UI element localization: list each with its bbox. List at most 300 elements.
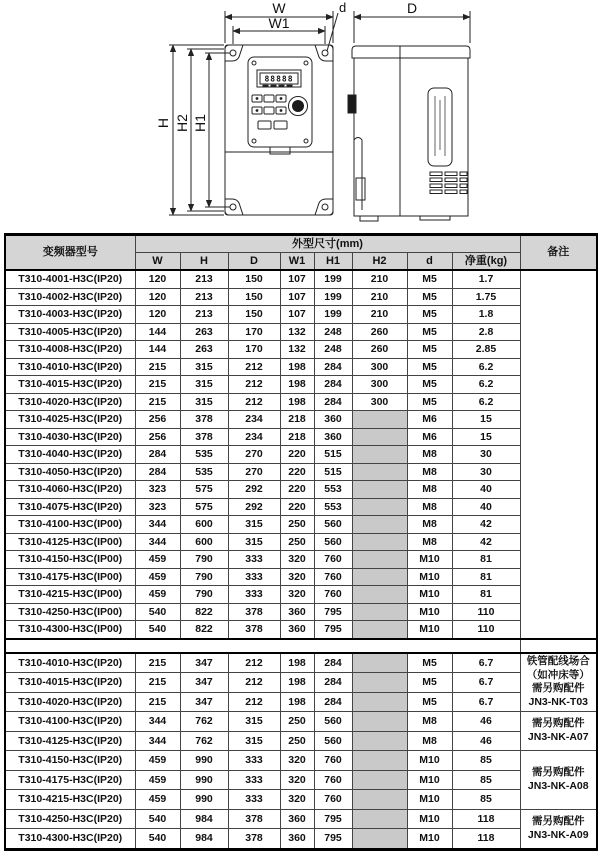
dim-cell: 6.2 — [452, 393, 520, 411]
table-row — [5, 306, 597, 324]
table-row — [5, 692, 597, 712]
dim-cell: 81 — [452, 568, 520, 586]
dim-cell — [352, 551, 407, 569]
dim-cell: 378 — [228, 603, 280, 621]
table-row — [5, 288, 597, 306]
dim-cell: 553 — [314, 481, 352, 499]
dim-cell: 760 — [314, 790, 352, 810]
table-row — [5, 586, 597, 604]
table-row — [5, 393, 597, 411]
dim-cell: 459 — [135, 568, 180, 586]
dim-cell: 284 — [135, 446, 180, 464]
dim-cell: 144 — [135, 323, 180, 341]
dim-cell: M10 — [407, 809, 452, 829]
dim-cell: 132 — [280, 323, 314, 341]
dim-cell: 790 — [180, 551, 228, 569]
dim-cell: 333 — [228, 551, 280, 569]
dim-cell: 30 — [452, 463, 520, 481]
model-cell: T310-4125-H3C(IP00) — [5, 533, 135, 551]
dim-cell: 760 — [314, 770, 352, 790]
dim-cell — [352, 751, 407, 771]
table-row — [5, 358, 597, 376]
dim-cell: M10 — [407, 751, 452, 771]
col-header-w1: W1 — [280, 253, 314, 271]
dim-cell: 378 — [180, 428, 228, 446]
dim-cell: 6.7 — [452, 692, 520, 712]
dim-cell: 212 — [228, 692, 280, 712]
dim-cell: 150 — [228, 270, 280, 288]
dim-cell: M5 — [407, 288, 452, 306]
dim-cell: 315 — [180, 393, 228, 411]
dim-cell: 270 — [228, 463, 280, 481]
dim-cell: 46 — [452, 731, 520, 751]
dim-cell: 459 — [135, 551, 180, 569]
dim-cell: 292 — [228, 481, 280, 499]
dim-cell: 107 — [280, 306, 314, 324]
model-cell: T310-4040-H3C(IP20) — [5, 446, 135, 464]
dim-cell: 210 — [352, 270, 407, 288]
dim-cell: 40 — [452, 481, 520, 499]
model-cell: T310-4010-H3C(IP20) — [5, 358, 135, 376]
mount-hole-top-left — [230, 50, 236, 56]
dim-cell: 260 — [352, 341, 407, 359]
dim-cell: 284 — [314, 692, 352, 712]
dim-cell: M5 — [407, 376, 452, 394]
dim-cell — [352, 568, 407, 586]
front-view — [169, 11, 338, 215]
dim-cell: 120 — [135, 288, 180, 306]
dim-cell: 270 — [228, 446, 280, 464]
dim-cell: M5 — [407, 692, 452, 712]
dim-cell: 575 — [180, 481, 228, 499]
dim-cell: 315 — [228, 731, 280, 751]
dim-cell: 213 — [180, 306, 228, 324]
model-cell: T310-4008-H3C(IP20) — [5, 341, 135, 359]
dim-cell: 984 — [180, 829, 228, 850]
dim-cell: 198 — [280, 653, 314, 673]
table-row — [5, 516, 597, 534]
side-foot — [420, 216, 450, 220]
dim-cell: 213 — [180, 288, 228, 306]
dim-cell: 535 — [180, 463, 228, 481]
dim-cell: 459 — [135, 790, 180, 810]
table-row — [5, 428, 597, 446]
dim-cell: 540 — [135, 829, 180, 850]
dim-cell: M6 — [407, 411, 452, 429]
dim-cell: M10 — [407, 568, 452, 586]
dim-cell: 344 — [135, 712, 180, 732]
dim-cell: 42 — [452, 533, 520, 551]
model-cell: T310-4215-H3C(IP20) — [5, 790, 135, 810]
dim-cell: 360 — [280, 829, 314, 850]
table-row — [5, 481, 597, 499]
dim-cell: 822 — [180, 621, 228, 639]
keypad-button-wide — [258, 121, 271, 129]
dim-cell: 215 — [135, 393, 180, 411]
dim-cell: 300 — [352, 376, 407, 394]
dim-cell: 120 — [135, 306, 180, 324]
dim-cell: 540 — [135, 621, 180, 639]
model-cell: T310-4100-H3C(IP00) — [5, 516, 135, 534]
dim-cell: 540 — [135, 603, 180, 621]
dim-cell: 459 — [135, 770, 180, 790]
dim-cell: 990 — [180, 790, 228, 810]
col-header-model: 变频器型号 — [5, 235, 135, 271]
dim-cell: 210 — [352, 306, 407, 324]
table-row — [5, 446, 597, 464]
dim-cell: M10 — [407, 603, 452, 621]
dim-cell — [352, 712, 407, 732]
col-header-h: H — [180, 253, 228, 271]
model-cell: T310-4060-H3C(IP20) — [5, 481, 135, 499]
keypad-button — [264, 95, 274, 102]
vent-slots — [430, 172, 467, 194]
table-row — [5, 551, 597, 569]
dim-cell: 85 — [452, 790, 520, 810]
model-cell: T310-4003-H3C(IP20) — [5, 306, 135, 324]
dim-cell: M8 — [407, 463, 452, 481]
dim-cell: 220 — [280, 446, 314, 464]
dim-cell: 212 — [228, 376, 280, 394]
dim-cell: 315 — [228, 712, 280, 732]
side-terminal-block — [356, 178, 365, 200]
dim-cell: 199 — [314, 270, 352, 288]
dim-cell: M5 — [407, 270, 452, 288]
remark-cell — [520, 270, 597, 639]
dim-cell: 284 — [314, 393, 352, 411]
dim-cell: 250 — [280, 731, 314, 751]
dim-cell: 990 — [180, 751, 228, 771]
dim-cell: 81 — [452, 551, 520, 569]
dim-cell: 260 — [352, 323, 407, 341]
dim-cell: 1.75 — [452, 288, 520, 306]
dim-cell: M8 — [407, 712, 452, 732]
dim-cell: 315 — [228, 533, 280, 551]
dim-cell: 575 — [180, 498, 228, 516]
dim-cell: 344 — [135, 516, 180, 534]
dim-cell: 560 — [314, 731, 352, 751]
dim-cell: M8 — [407, 731, 452, 751]
dim-cell: 85 — [452, 770, 520, 790]
dim-cell — [352, 463, 407, 481]
dim-cell: 118 — [452, 829, 520, 850]
dim-cell: 170 — [228, 323, 280, 341]
table-row — [5, 533, 597, 551]
dim-cell: 795 — [314, 603, 352, 621]
dim-cell: 120 — [135, 270, 180, 288]
dim-cell: 42 — [452, 516, 520, 534]
dim-cell: 15 — [452, 411, 520, 429]
dimension-table — [4, 233, 598, 851]
model-cell: T310-4020-H3C(IP20) — [5, 692, 135, 712]
dim-cell: 760 — [314, 586, 352, 604]
dim-cell: M8 — [407, 533, 452, 551]
dim-cell: 320 — [280, 568, 314, 586]
dim-cell: 762 — [180, 712, 228, 732]
dim-cell: 360 — [280, 621, 314, 639]
dim-cell: M6 — [407, 428, 452, 446]
dim-cell: 110 — [452, 603, 520, 621]
dim-cell: 323 — [135, 498, 180, 516]
side-view — [348, 11, 470, 221]
dim-cell — [352, 446, 407, 464]
dim-cell — [352, 498, 407, 516]
model-cell: T310-4005-H3C(IP20) — [5, 323, 135, 341]
dim-cell: 212 — [228, 653, 280, 673]
dim-cell — [352, 516, 407, 534]
dim-cell: 333 — [228, 770, 280, 790]
dim-cell: 333 — [228, 568, 280, 586]
dim-cell: 110 — [452, 621, 520, 639]
dim-cell: 459 — [135, 586, 180, 604]
dim-cell: 144 — [135, 341, 180, 359]
dim-cell: 170 — [228, 341, 280, 359]
dim-cell: 6.7 — [452, 673, 520, 693]
dim-cell — [352, 621, 407, 639]
dim-cell — [352, 586, 407, 604]
table-row — [5, 411, 597, 429]
dim-cell: 6.2 — [452, 376, 520, 394]
table-row — [5, 712, 597, 732]
dim-cell: 220 — [280, 498, 314, 516]
dim-cell: 378 — [228, 809, 280, 829]
dim-cell: 360 — [280, 809, 314, 829]
remark-cell: 铁管配线场合 （如冲床等） 需另购配件 JN3-NK-T03 — [520, 653, 597, 712]
table-body — [5, 270, 597, 849]
dim-label-D: D — [406, 0, 418, 16]
dim-cell: 300 — [352, 393, 407, 411]
separator-row — [5, 639, 597, 653]
model-cell: T310-4010-H3C(IP20) — [5, 653, 135, 673]
side-body-outline — [354, 58, 468, 216]
dim-cell: 515 — [314, 463, 352, 481]
dim-cell: 795 — [314, 809, 352, 829]
col-header-remark: 备注 — [520, 235, 597, 271]
dim-cell: 320 — [280, 586, 314, 604]
dim-cell: 15 — [452, 428, 520, 446]
dim-cell: 790 — [180, 586, 228, 604]
dim-cell: 323 — [135, 481, 180, 499]
dim-cell: 215 — [135, 653, 180, 673]
dim-cell: 6.2 — [452, 358, 520, 376]
side-mount-tab — [348, 95, 356, 113]
dim-cell: M8 — [407, 481, 452, 499]
dim-cell: M5 — [407, 323, 452, 341]
dim-cell — [352, 653, 407, 673]
dim-label-H: H — [155, 117, 171, 129]
model-cell: T310-4125-H3C(IP20) — [5, 731, 135, 751]
panel-screw — [252, 61, 256, 65]
dim-cell: 218 — [280, 411, 314, 429]
remark-cell: 需另购配件 JN3-NK-A08 — [520, 751, 597, 810]
dim-cell: M5 — [407, 653, 452, 673]
dim-cell: 198 — [280, 692, 314, 712]
dim-cell: 199 — [314, 306, 352, 324]
dim-cell — [352, 603, 407, 621]
dim-cell: 760 — [314, 568, 352, 586]
dim-cell: 198 — [280, 358, 314, 376]
model-cell: T310-4075-H3C(IP20) — [5, 498, 135, 516]
dim-label-H1: H1 — [192, 114, 208, 132]
dim-cell: 284 — [314, 653, 352, 673]
dim-cell: 250 — [280, 516, 314, 534]
dim-cell: M10 — [407, 586, 452, 604]
dim-cell — [352, 790, 407, 810]
model-cell: T310-4100-H3C(IP20) — [5, 712, 135, 732]
dim-cell: 762 — [180, 731, 228, 751]
model-cell: T310-4015-H3C(IP20) — [5, 673, 135, 693]
dim-cell — [352, 692, 407, 712]
model-cell: T310-4175-H3C(IP00) — [5, 568, 135, 586]
table-row — [5, 270, 597, 288]
dim-cell: 30 — [452, 446, 520, 464]
dim-cell: 315 — [180, 376, 228, 394]
model-cell: T310-4015-H3C(IP20) — [5, 376, 135, 394]
dim-cell: M10 — [407, 829, 452, 850]
mount-hole-bottom-left — [230, 204, 236, 210]
dim-label-W1: W1 — [268, 15, 290, 31]
table-header — [5, 235, 597, 271]
dim-cell: M5 — [407, 358, 452, 376]
dim-cell: 320 — [280, 790, 314, 810]
dim-cell: 284 — [314, 673, 352, 693]
dim-cell: 790 — [180, 568, 228, 586]
dim-cell: 320 — [280, 770, 314, 790]
table-row — [5, 653, 597, 673]
dim-cell: 81 — [452, 586, 520, 604]
dim-cell — [352, 770, 407, 790]
dim-cell: 2.85 — [452, 341, 520, 359]
dim-cell: 107 — [280, 288, 314, 306]
model-cell: T310-4150-H3C(IP20) — [5, 751, 135, 771]
side-foot — [360, 216, 378, 221]
dim-cell: 250 — [280, 712, 314, 732]
dim-cell: 760 — [314, 551, 352, 569]
dim-cell: 600 — [180, 533, 228, 551]
seven-segment-display: 88888 — [264, 74, 294, 84]
model-cell: T310-4020-H3C(IP20) — [5, 393, 135, 411]
col-header-screw: d — [407, 253, 452, 271]
col-header-dims-group: 外型尺寸(mm) — [135, 235, 520, 253]
side-channel — [354, 138, 362, 211]
dim-cell: 6.7 — [452, 653, 520, 673]
dim-cell: 795 — [314, 621, 352, 639]
dim-label-W: W — [272, 0, 286, 16]
model-cell: T310-4175-H3C(IP20) — [5, 770, 135, 790]
dim-cell — [352, 809, 407, 829]
model-cell: T310-4300-H3C(IP00) — [5, 621, 135, 639]
model-cell: T310-4150-H3C(IP00) — [5, 551, 135, 569]
dim-cell: 150 — [228, 288, 280, 306]
table-row — [5, 341, 597, 359]
table-row — [5, 770, 597, 790]
dim-cell: 540 — [135, 809, 180, 829]
dim-cell: M8 — [407, 516, 452, 534]
panel-screw — [304, 139, 308, 143]
dim-cell — [352, 481, 407, 499]
dim-cell: 250 — [280, 533, 314, 551]
dim-cell: 535 — [180, 446, 228, 464]
dim-cell: 263 — [180, 341, 228, 359]
table-row — [5, 790, 597, 810]
dim-cell: M10 — [407, 551, 452, 569]
table-row — [5, 673, 597, 693]
dim-cell: M8 — [407, 446, 452, 464]
dim-cell: 360 — [314, 428, 352, 446]
dim-cell: 459 — [135, 751, 180, 771]
dim-cell: 378 — [180, 411, 228, 429]
dim-cell: M10 — [407, 621, 452, 639]
col-header-d: D — [228, 253, 280, 271]
dim-cell: 215 — [135, 673, 180, 693]
dim-cell: 256 — [135, 428, 180, 446]
table-row — [5, 751, 597, 771]
model-cell: T310-4001-H3C(IP20) — [5, 270, 135, 288]
dim-cell: 40 — [452, 498, 520, 516]
dim-cell: 333 — [228, 751, 280, 771]
technical-drawing — [0, 0, 600, 233]
dim-cell: 215 — [135, 376, 180, 394]
table-row — [5, 323, 597, 341]
col-header-weight: 净重(kg) — [452, 253, 520, 271]
dim-cell: 218 — [280, 428, 314, 446]
panel-connector — [270, 147, 290, 154]
dim-cell: 256 — [135, 411, 180, 429]
dim-cell: 347 — [180, 653, 228, 673]
dim-cell: 234 — [228, 411, 280, 429]
dim-cell: 284 — [314, 358, 352, 376]
dim-cell: M5 — [407, 673, 452, 693]
dim-cell: 344 — [135, 731, 180, 751]
dim-cell: 263 — [180, 323, 228, 341]
dim-cell: 107 — [280, 270, 314, 288]
dim-cell: 220 — [280, 463, 314, 481]
table-row — [5, 731, 597, 751]
tab-top-right — [315, 45, 333, 61]
dim-cell: 215 — [135, 692, 180, 712]
dim-cell: M10 — [407, 790, 452, 810]
dim-cell: 2.8 — [452, 323, 520, 341]
model-cell: T310-4030-H3C(IP20) — [5, 428, 135, 446]
dim-cell — [352, 411, 407, 429]
dim-cell: 212 — [228, 358, 280, 376]
dim-cell: M5 — [407, 341, 452, 359]
dim-cell: 248 — [314, 341, 352, 359]
dim-cell: 320 — [280, 751, 314, 771]
side-top-cap — [352, 46, 470, 58]
dim-cell: 315 — [180, 358, 228, 376]
dim-label-d: d — [339, 0, 347, 15]
dim-cell: 85 — [452, 751, 520, 771]
dim-cell: 212 — [228, 393, 280, 411]
dim-cell: 132 — [280, 341, 314, 359]
model-cell: T310-4002-H3C(IP20) — [5, 288, 135, 306]
table-row — [5, 463, 597, 481]
dim-cell: 1.7 — [452, 270, 520, 288]
panel-screw — [304, 61, 308, 65]
dim-cell: 234 — [228, 428, 280, 446]
dim-cell: 215 — [135, 358, 180, 376]
dim-cell: 560 — [314, 516, 352, 534]
dim-cell: 347 — [180, 692, 228, 712]
model-cell: T310-4025-H3C(IP20) — [5, 411, 135, 429]
dim-cell — [352, 829, 407, 850]
dim-cell: 553 — [314, 498, 352, 516]
dim-cell: M10 — [407, 770, 452, 790]
dim-cell: 990 — [180, 770, 228, 790]
dim-cell: 360 — [280, 603, 314, 621]
dim-cell: M5 — [407, 393, 452, 411]
